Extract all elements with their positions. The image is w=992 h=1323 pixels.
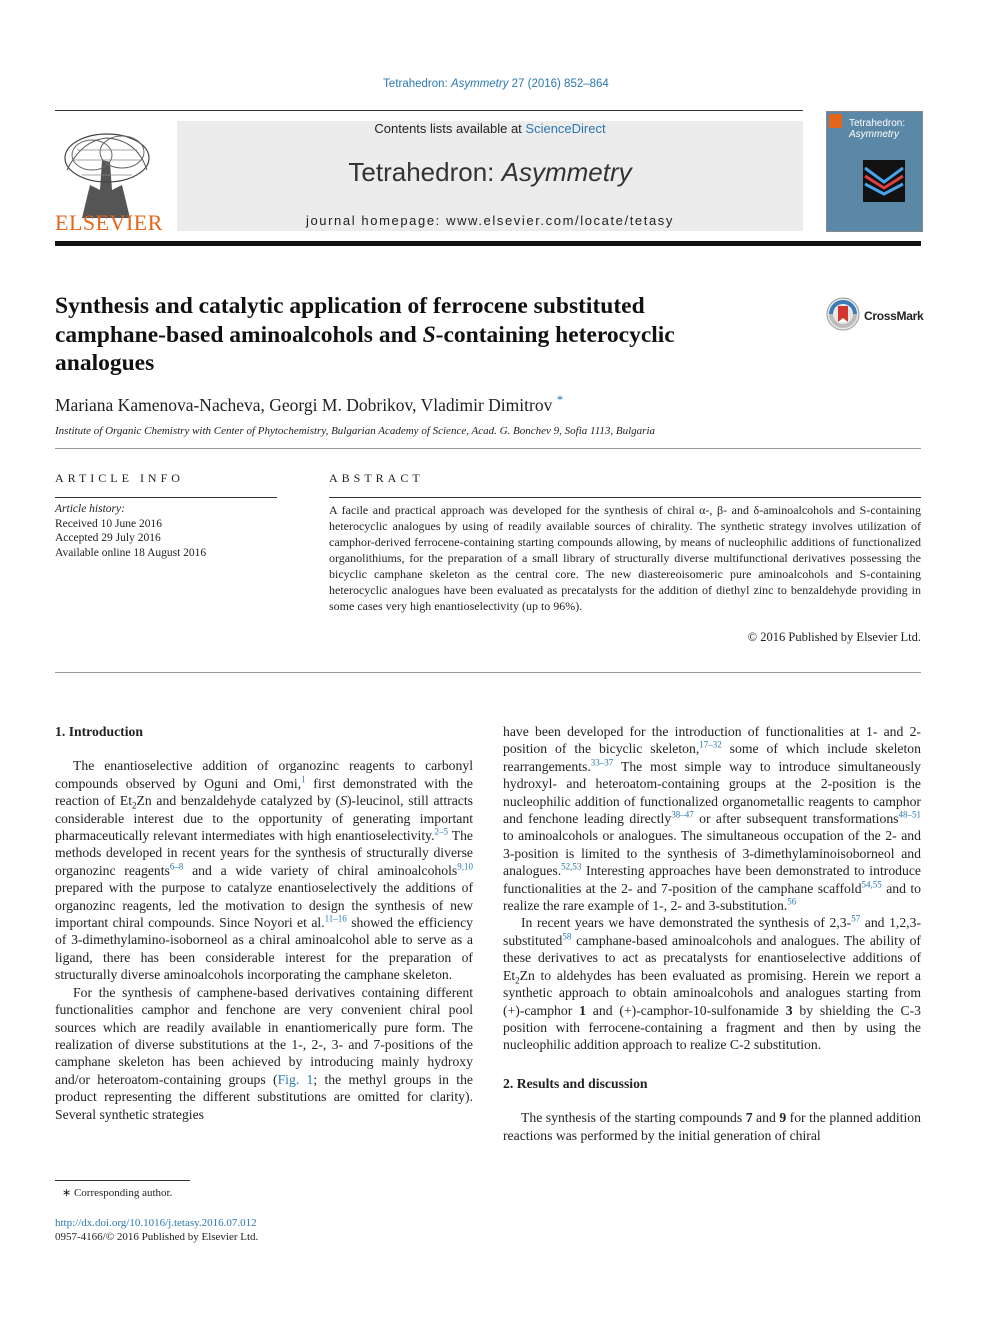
ref-link[interactable]: 17–32 bbox=[699, 739, 722, 750]
cover-title-line2: Asymmetry bbox=[849, 129, 899, 140]
accepted-date: Accepted 29 July 2016 bbox=[55, 532, 161, 544]
intro-paragraph-1: The enantioselective addition of organozinc reagents to carbonyl compounds observed by Oguni and Omi,$^1$ first demonstrated with the reaction of $Et_2Zn$ and benzaldehyde catalyzed by (S)-leucinol, still attracts considerable interest due to the opportunity of generating important pharmaceutically relevant intermediates with high enantioselectivity.$^{2-5}$ The methods developed in recent years for the synthesis of structurally diverse organozinc reagents$^{6-8}$ and a wide variety of chiral aminoalcohols$^{9,10}$ prepared with the purpose to catalyze enantioselectively the additions of organozinc reagents, led the motivation to design the synthesis of new important chiral compounds. Since Noyori et al.$^{11-16}$ showed the efficiency of 3-dimethylamino-isoborneol as a chiral aminoalcohol able to serve as a ligand, there has been considerable interest for the preparation of structurally diverse aminoalcohols incorporating the camphane skeleton. bbox=[55, 758, 474, 983]
issn-line: 0957-4166/© 2016 Published by Elsevier Ltd. bbox=[55, 1231, 259, 1243]
ref-link[interactable]: 33–37 bbox=[590, 757, 614, 768]
history-label: Article history: bbox=[55, 503, 125, 515]
figure-link[interactable]: Fig. 1 bbox=[277, 1071, 314, 1087]
journal-title-plain: Tetrahedron: bbox=[348, 157, 502, 187]
ref-link[interactable]: 2–5 bbox=[434, 826, 449, 837]
sciencedirect-link[interactable]: ScienceDirect bbox=[525, 121, 606, 136]
compound-number: 7 bbox=[745, 1110, 753, 1126]
ref-link[interactable]: 1 bbox=[301, 774, 306, 785]
article-info-rule bbox=[55, 497, 277, 498]
elsevier-wordmark: ELSEVIER bbox=[55, 210, 163, 235]
ref-link[interactable]: 57 bbox=[851, 913, 861, 924]
results-heading: 2. Results and discussion bbox=[503, 1075, 648, 1091]
journal-title-italic: Asymmetry bbox=[501, 157, 632, 187]
affiliation: Institute of Organic Chemistry with Center of Phytochemistry, Bulgarian Academy of Science, Acad. G. Bonchev 9, Sofia 1113, Bulgaria bbox=[55, 425, 656, 437]
intro-paragraph-3: In recent years we have demonstrated the synthesis of 2,3-$^{57}$ and 1,2,3-substituted$^{58}$ camphane-based aminoalcohols and analogues. The ability of these derivatives to act as precatalysts for enantioselective additions of $Et_2Zn$ to aldehydes has been evaluated as promising. Herein we report a synthetic approach to obtain aminoalcohols and analogues starting from (+)-camphor 1 and (+)-camphor-10-sulfonamide 3 by shielding the C-3 position with ferrocene-containing a fragment and then by using the nucleophilic addition approach to realize C-2 substitution. bbox=[503, 913, 922, 1053]
header-rule bbox=[55, 110, 803, 111]
contents-line bbox=[177, 121, 803, 136]
ref-link[interactable]: 54,55 bbox=[861, 879, 882, 890]
abstract-heading: ABSTRACT bbox=[329, 471, 424, 485]
ref-link[interactable]: 9,10 bbox=[457, 861, 473, 872]
ref-link[interactable]: 6–8 bbox=[169, 861, 184, 872]
received-date: Received 10 June 2016 bbox=[55, 517, 162, 530]
footnote: ∗ Corresponding author. bbox=[62, 1187, 173, 1199]
intro-heading: 1. Introduction bbox=[55, 724, 143, 739]
journal-cover-thumbnail[interactable] bbox=[826, 111, 923, 232]
intro-paragraph-2-cont: have been developed for the introduction of functionalities at 1- and 2-position of the bicyclic skeleton,$^{17-32}$ some of which include skeleton rearrangements.$^{33-37}$ The most simple way to introduce simultaneously hydroxyl- and heteroatom-containing groups at the 2-position is the nucleophilic addition of functionalized organometallic reagents to camphor and fenchone leading directly$^{38-47}$ or after subsequent transformations$^{48-51}$ to aminoalcohols or analogues. The simultaneous occupation of the 2- and 3-position is limited to the synthesis of 3-dimethylaminoisoborneol and analogues.$^{52,53}$ Interesting approaches have been demonstrated to introduce functionalities at the 2- and 7-position of the camphane scaffold$^{54,55}$ and to realize the rare example of 1-, 2- and 3-substitution.$^{56}$ bbox=[503, 724, 921, 914]
title-part1: Synthesis and catalytic application of ferrocene substituted camphane-based aminoalcohols and bbox=[55, 293, 645, 348]
subscript: 2 bbox=[515, 975, 520, 986]
crossmark-label[interactable]: CrossMark bbox=[864, 309, 924, 323]
citation-suffix: 27 (2016) 852–864 bbox=[508, 78, 609, 90]
article-history bbox=[55, 502, 206, 560]
body-left-column bbox=[55, 723, 473, 1123]
cover-title bbox=[849, 118, 905, 140]
article-title bbox=[55, 292, 755, 378]
citation-journal: Asymmetry bbox=[450, 78, 509, 90]
authors-names: Mariana Kamenova-Nacheva, Georgi M. Dobrikov, Vladimir Dimitrov bbox=[55, 394, 553, 415]
results-paragraph-1: The synthesis of the starting compounds 7 and 9 for the planned addition reactions was performed by the initial generation of chiral bbox=[503, 1110, 921, 1143]
ref-link[interactable]: 48–51 bbox=[898, 809, 921, 820]
compound-number: 9 bbox=[779, 1110, 787, 1126]
journal-citation[interactable] bbox=[0, 78, 992, 90]
author-list bbox=[55, 392, 563, 416]
journal-homepage[interactable]: journal homepage: www.elsevier.com/locate/tetasy bbox=[305, 213, 674, 228]
abstract-rule bbox=[329, 497, 921, 498]
body-right-column bbox=[503, 723, 921, 1144]
cover-elsevier-mark bbox=[829, 114, 842, 128]
crossmark-icon[interactable] bbox=[826, 297, 860, 331]
corresponding-author-mark[interactable]: * bbox=[556, 392, 564, 407]
ref-link[interactable]: 58 bbox=[562, 931, 572, 942]
compound-number: 3 bbox=[785, 1002, 793, 1018]
ref-link[interactable]: 38–47 bbox=[671, 809, 694, 820]
abstract-copyright: © 2016 Published by Elsevier Ltd. bbox=[747, 630, 921, 644]
divider-1 bbox=[55, 448, 921, 449]
abstract-text: A facile and practical approach was developed for the synthesis of chiral α-, β- and δ-aminoalcohols and S-containing heterocyclic analogues by using of readily available sources of chirality. The synthetic strategy involves utilization of camphor-derived ferrocene-containing starting compounds allowing, by means of nucleophilic additions of functionalized organolithiums, for the preparation of a small library of structurally diverse multifunctional derivatives possessing the bicyclic camphane skeleton as the central core. The new diastereoisomeric pure aminoalcohols and S-containing heterocyclic analogues have been evaluated as precatalysts for the addition of diethyl zinc to benzaldehyde providing in some cases very high enantioselectivity (up to 96%). bbox=[329, 503, 921, 613]
ref-link[interactable]: 11–16 bbox=[324, 913, 347, 924]
journal-title bbox=[177, 157, 803, 188]
article-info-heading: ARTICLE INFO bbox=[55, 471, 184, 485]
ref-link[interactable]: 56 bbox=[787, 896, 797, 907]
header-thick-rule bbox=[55, 241, 921, 246]
doi-link[interactable]: http://dx.doi.org/10.1016/j.tetasy.2016.07.012 bbox=[55, 1217, 257, 1229]
intro-paragraph-2: For the synthesis of camphene-based derivatives containing different functionalities camphor and fenchone are very convenient chiral pool sources which are readily available in enantiomerically pure form. The realization of diverse substitutions at the 1-, 2-, 3- and 7-positions of the camphane skeleton has been achieved by introducing mainly hydroxy and/or heteroatom-containing groups (Fig. 1; the methyl groups in the product representing the different substitutions are omitted for clarity). Several synthetic strategies bbox=[55, 984, 473, 1122]
divider-2 bbox=[55, 672, 921, 673]
cover-title-line1: Tetrahedron: bbox=[849, 118, 906, 129]
contents-prefix: Contents lists available at bbox=[374, 121, 526, 136]
citation-prefix: Tetrahedron: bbox=[383, 78, 451, 90]
footnote-rule bbox=[55, 1180, 190, 1181]
title-part2: -containing heterocyclic analogues bbox=[55, 321, 675, 376]
compound-number: 1 bbox=[579, 1002, 586, 1018]
ref-link[interactable]: 52,53 bbox=[561, 861, 582, 872]
title-italic: S bbox=[422, 321, 436, 348]
online-date: Available online 18 August 2016 bbox=[55, 546, 207, 559]
cover-graphic bbox=[863, 160, 905, 202]
